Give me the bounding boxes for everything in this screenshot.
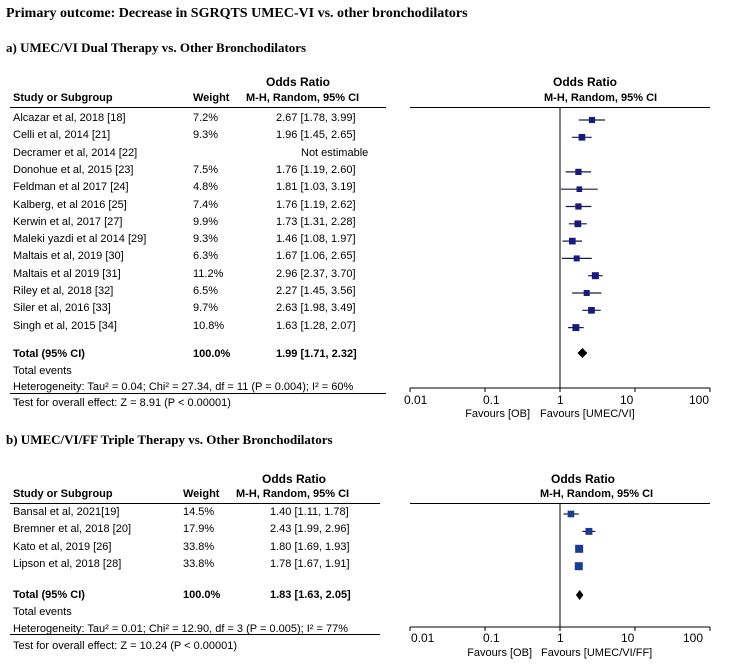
study-ci: 1.76 [1.19, 2.62] (276, 198, 356, 211)
b-favours-left: Favours [OB] (467, 647, 532, 659)
point-estimate (575, 545, 583, 553)
study-label: Bremner et al, 2018 [20] (13, 523, 132, 536)
study-label: Celli et al, 2014 [21] (13, 129, 111, 142)
b-or-title: Odds Ratio (262, 472, 327, 486)
study-label: Feldman et al 2017 [24] (13, 181, 129, 194)
b-study-header: Study or Subgroup (13, 488, 113, 500)
pooled-diamond (577, 348, 587, 358)
point-estimate (575, 203, 581, 209)
study-ci: 1.81 [1.03, 3.19] (276, 181, 356, 194)
a-weight-header: Weight (193, 92, 230, 104)
study-ci: 1.80 [1.69, 1.93] (270, 540, 350, 553)
study-ci: 1.40 [1.11, 1.78] (270, 506, 349, 518)
study-ci: 1.76 [1.19, 2.60] (276, 163, 356, 176)
b-or-title-plot: Odds Ratio (551, 472, 616, 486)
b-method-header-plot: M-H, Random, 95% CI (540, 488, 654, 500)
point-estimate (579, 134, 586, 141)
a-total-ci: 1.99 [1.71, 2.32] (276, 348, 357, 360)
a-method-header-plot: M-H, Random, 95% CI (544, 92, 658, 104)
point-estimate (577, 186, 583, 192)
study-weight: 6.3% (193, 250, 219, 263)
study-weight: 7.4% (193, 198, 219, 211)
b-tick-0.01: 0.01 (411, 631, 435, 645)
b-overall-effect: Test for overall effect: Z = 10.24 (P < 0.00001) (13, 640, 238, 652)
pooled-diamond (576, 590, 583, 600)
a-overall-effect: Test for overall effect: Z = 8.91 (P < 0.00001) (13, 397, 231, 409)
b-favours-right: Favours [UMEC/VI/FF] (541, 647, 653, 659)
study-label: Alcazar et al, 2018 [18] (13, 112, 126, 124)
study-ci: 1.96 [1.45, 2.65] (276, 129, 356, 142)
point-estimate (589, 117, 595, 123)
a-study-header: Study or Subgroup (13, 92, 113, 104)
a-tick-0.01: 0.01 (404, 393, 428, 407)
study-weight: 14.5% (183, 506, 215, 518)
b-total-label: Total (95% CI) (13, 589, 85, 601)
a-tick-100: 100 (689, 393, 710, 407)
study-weight: 9.3% (193, 233, 219, 246)
study-label: Donohue et al, 2015 [23] (13, 163, 134, 176)
b-weight-header: Weight (183, 488, 220, 500)
study-label: Maleki yazdi et al 2014 [29] (13, 233, 147, 246)
study-label: Riley et al, 2018 [32] (13, 285, 114, 297)
study-weight: 9.9% (193, 215, 219, 228)
a-heterogeneity: Heterogeneity: Tau² = 0.04; Chi² = 27.34, df = 11 (P = 0.004); I² = 60% (13, 381, 354, 393)
point-estimate (575, 169, 581, 175)
a-total-label: Total (95% CI) (13, 348, 85, 360)
study-label: Siler et al, 2016 [33] (13, 302, 111, 315)
study-ci: 2.27 [1.45, 3.56] (276, 285, 356, 297)
study-weight: 7.5% (193, 163, 219, 176)
study-ci: 1.46 [1.08, 1.97] (276, 233, 356, 246)
point-estimate (584, 290, 590, 296)
a-tick-10: 10 (620, 393, 634, 407)
b-total-events: Total events (13, 606, 72, 618)
b-heterogeneity: Heterogeneity: Tau² = 0.01; Chi² = 12.90, df = 3 (P = 0.005); I² = 77% (13, 623, 348, 635)
study-label: Singh et al, 2015 [34] (13, 319, 117, 332)
study-weight: 11.2% (193, 267, 224, 280)
study-ci: 2.96 [2.37, 3.70] (276, 267, 356, 280)
point-estimate (574, 255, 580, 261)
point-estimate (585, 528, 592, 535)
panel-a-title: a) UMEC/VI Dual Therapy vs. Other Bronchodilators (6, 40, 307, 55)
study-weight: 10.8% (193, 319, 225, 332)
study-label: Lipson et al, 2018 [28] (13, 558, 122, 571)
b-tick-100: 100 (683, 631, 704, 645)
point-estimate (572, 324, 579, 331)
study-weight: 4.8% (193, 181, 219, 194)
b-total-weight: 100.0% (183, 589, 221, 601)
study-weight: 9.3% (193, 129, 219, 142)
b-tick-0.1: 0.1 (483, 631, 500, 645)
point-estimate (568, 511, 575, 518)
study-label: Maltais et al, 2019 [30] (13, 250, 124, 263)
a-total-events: Total events (13, 365, 72, 377)
a-total-weight: 100.0% (193, 348, 231, 360)
a-tick-1: 1 (557, 393, 564, 407)
study-ci: 2.67 [1.78, 3.99] (276, 112, 356, 124)
study-label: Kato et al, 2019 [26] (13, 540, 112, 553)
point-estimate (575, 562, 583, 570)
b-tick-10: 10 (621, 631, 635, 645)
study-ci: 1.67 [1.06, 2.65] (276, 250, 356, 263)
point-estimate (569, 238, 576, 245)
study-ci: 1.73 [1.31, 2.28] (276, 215, 356, 228)
study-ci: 2.63 [1.98, 3.49] (276, 302, 356, 315)
study-ci: 1.63 [1.28, 2.07] (276, 319, 356, 332)
study-label: Kalberg, et al 2016 [25] (13, 198, 127, 211)
study-ci: Not estimable (301, 146, 369, 159)
study-ci: 1.78 [1.67, 1.91] (270, 558, 350, 571)
a-favours-left: Favours [OB] (465, 408, 530, 420)
b-total-ci: 1.83 [1.63, 2.05] (270, 589, 351, 601)
panel-b-title: b) UMEC/VI/FF Triple Therapy vs. Other Bronchodilators (6, 432, 333, 447)
study-label: Decramer et al, 2014 [22] (13, 146, 138, 159)
study-weight: 33.8% (183, 540, 215, 553)
a-or-title: Odds Ratio (266, 75, 331, 89)
study-weight: 33.8% (183, 558, 215, 571)
study-label: Kerwin et al, 2017 [27] (13, 215, 123, 228)
point-estimate (588, 307, 595, 314)
a-favours-right: Favours [UMEC/VI] (540, 408, 635, 420)
point-estimate (574, 220, 581, 227)
study-weight: 6.5% (193, 285, 219, 297)
b-method-header: M-H, Random, 95% CI (236, 488, 350, 500)
a-or-title-plot: Odds Ratio (553, 75, 618, 89)
a-method-header: M-H, Random, 95% CI (246, 92, 360, 104)
study-weight: 7.2% (193, 112, 219, 124)
main-title: Primary outcome: Decrease in SGRQTS UMEC-VI vs. other bronchodilators (6, 6, 468, 21)
b-tick-1: 1 (557, 631, 564, 645)
point-estimate (592, 272, 599, 279)
study-label: Maltais et al 2019 [31] (13, 267, 121, 280)
study-ci: 2.43 [1.99, 2.96] (270, 523, 350, 536)
study-weight: 9.7% (193, 302, 219, 315)
a-tick-0.1: 0.1 (483, 393, 500, 407)
study-label: Bansal et al, 2021[19] (13, 506, 120, 518)
study-weight: 17.9% (183, 523, 215, 536)
